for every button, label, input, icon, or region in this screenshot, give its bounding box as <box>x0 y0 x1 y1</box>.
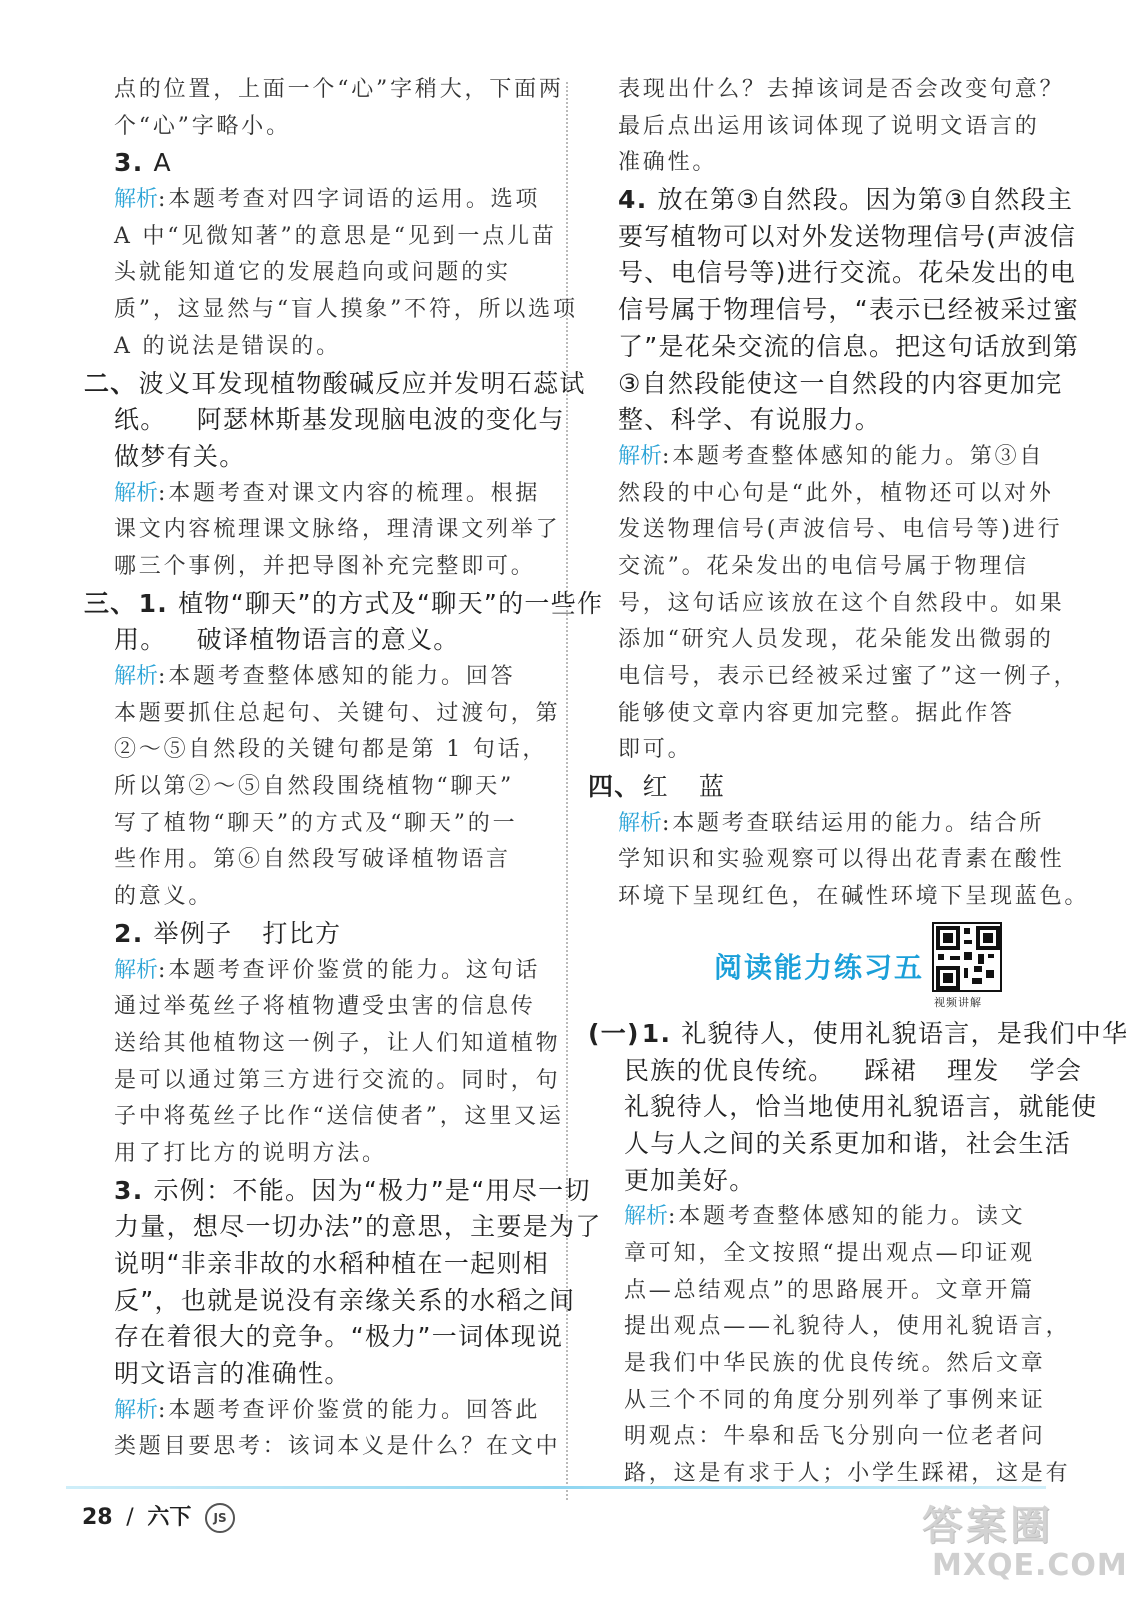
explanation-line <box>588 696 1070 733</box>
text-run: 准确性。 <box>618 150 718 176</box>
text-run: 用了打比方的说明方法。 <box>114 1140 387 1166</box>
explanation-line <box>84 1429 561 1466</box>
text-run: :本题考查整体感知的能力。回答 <box>158 664 516 689</box>
left-column <box>84 72 604 1466</box>
answer-line <box>588 1163 1070 1200</box>
explanation-line <box>84 696 561 733</box>
text-run: 号、电信号等)进行交流。花朵发出的电 <box>618 258 1077 288</box>
explanation-line <box>84 109 540 146</box>
text-run: 章可知，全文按照“提出观点—印证观 <box>624 1240 1035 1266</box>
question-number: 1. <box>641 1018 682 1048</box>
answer-line <box>84 1209 602 1246</box>
text-run: 放在第③自然段。因为第③自然段主 <box>657 185 1074 215</box>
explanation-line <box>588 1383 1070 1420</box>
text-run: 做梦有关。 <box>114 441 246 471</box>
text-run: 要写植物可以对外发送物理信号(声波信 <box>618 221 1077 251</box>
explanation-line <box>84 953 540 990</box>
text-run: ③自然段能使这一自然段的内容更加完 <box>618 368 1063 398</box>
explanation-line <box>84 476 540 513</box>
answer-line <box>588 182 1074 219</box>
explanation-line <box>588 145 1070 182</box>
explanation-line <box>588 109 1070 146</box>
grade-label: 六下 <box>147 1505 192 1530</box>
text-run: 通过举菟丝子将植物遭受虫害的信息传 <box>114 994 536 1020</box>
text-run: :本题考查整体感知的能力。第③自 <box>662 443 1045 469</box>
text-run: 交流”。花朵发出的电信号属于物理信 <box>618 553 1029 579</box>
explanation-line <box>84 879 540 916</box>
section-number: 四、 <box>588 772 641 802</box>
text-run: 阿瑟林斯基发现脑电波的变化与 <box>196 405 565 435</box>
explanation-line <box>84 219 557 256</box>
answer-line <box>84 1246 550 1283</box>
text-run: 发送物理信号(声波信号、电信号等)进行 <box>618 517 1063 543</box>
text-run: :本题考查联结运用的能力。结合所 <box>662 810 1045 836</box>
text-run: :本题考查对四字词语的运用。选项 <box>158 187 541 213</box>
right-column-top <box>588 72 1090 916</box>
text-run: 表现出什么？去掉该词是否会改变句意？ <box>618 77 1065 102</box>
text-run: 是我们中华民族的优良传统。然后文章 <box>624 1351 1046 1376</box>
explanation-line <box>588 1273 1070 1310</box>
text-run: 能够使文章内容更加完整。据此作答 <box>618 700 1015 726</box>
footer-rule <box>66 1486 1046 1489</box>
text-run: 添加“研究人员发现，花朵能发出微弱的 <box>618 627 1054 653</box>
text-run: 质”，这显然与“盲人摸象”不符，所以选项 <box>114 297 578 323</box>
explanation-line <box>588 1236 1070 1273</box>
answer-line <box>84 1173 591 1210</box>
text-run: 整、科学、有说服力。 <box>618 405 882 435</box>
text-run: ②～⑤自然段的关键句都是第 1 句话， <box>114 737 548 763</box>
text-run: 人与人之间的关系更加和谐，社会生活 <box>624 1128 1072 1158</box>
text-run: 个“心”字略小。 <box>114 113 291 139</box>
text-run: 哪三个事例，并把导图补充完整即可。 <box>114 553 536 579</box>
text-run: 举例子 <box>153 918 233 948</box>
text-run: 明观点：牛皋和岳飞分别向一位老者问 <box>624 1424 1046 1450</box>
explanation-line <box>588 732 1070 769</box>
text-run: 红 <box>642 772 669 802</box>
answer-line <box>84 402 565 439</box>
right-column <box>588 72 1128 1493</box>
text-run: 即可。 <box>618 737 693 763</box>
watermark-logo <box>918 1494 1128 1598</box>
text-run: 波义耳发现植物酸碱反应并发明石蕊试 <box>138 368 586 398</box>
answer-line <box>588 769 1070 806</box>
right-column-bottom <box>588 1016 1128 1493</box>
explanation-line <box>84 806 540 843</box>
answer-line <box>84 1356 540 1393</box>
text-run: :本题考查评价鉴赏的能力。这句话 <box>158 957 541 983</box>
answer-line <box>588 1089 1098 1126</box>
explanation-line <box>588 476 1070 513</box>
page-separator: / <box>126 1505 134 1530</box>
text-run: 蓝 <box>698 772 726 802</box>
explanation-line <box>84 549 540 586</box>
section-number: 三、 <box>84 588 137 618</box>
text-run: 了”是花朵交流的信息。把这句话放到第 <box>618 331 1080 361</box>
answer-line <box>588 219 1077 256</box>
text-run: 信号属于物理信号，“表示已经被采过蜜 <box>618 295 1080 325</box>
text-run: 从三个不同的角度分别列举了事例来证 <box>624 1387 1046 1413</box>
text-run: 最后点出运用该词体现了说明文语言的 <box>618 113 1040 139</box>
text-run: 环境下呈现红色，在碱性环境下呈现蓝色。 <box>618 884 1090 910</box>
text-run: 踩裙 <box>864 1055 918 1085</box>
text-run: 点的位置，上面一个“心”字稍大，下面两 <box>114 77 564 102</box>
explanation-line <box>84 659 540 696</box>
explanation-line <box>588 1346 1070 1383</box>
analysis-label: 解析 <box>618 810 663 836</box>
explanation-line <box>84 1099 564 1136</box>
explanation-line <box>588 659 1079 696</box>
explanation-line <box>84 989 540 1026</box>
text-run: 礼貌待人，恰当地使用礼貌语言，就能使 <box>624 1092 1098 1122</box>
text-run: 用。 <box>114 625 167 655</box>
analysis-label: 解析 <box>114 957 159 983</box>
answer-line <box>588 1053 1083 1090</box>
question-number: 1. <box>138 588 179 618</box>
explanation-line <box>588 439 1070 476</box>
analysis-label: 解析 <box>114 1397 159 1423</box>
explanation-line <box>84 1026 561 1063</box>
question-number: 2. <box>114 918 154 948</box>
text-run: 明文语言的准确性。 <box>114 1359 351 1389</box>
explanation-line <box>588 512 1070 549</box>
explanation-line <box>588 1419 1070 1456</box>
question-number: 3. <box>114 148 154 178</box>
watermark-text: 答案圈 <box>922 1503 1054 1549</box>
text-run: 路，这是有求于人；小学生踩裙，这是有 <box>624 1461 1071 1487</box>
text-run: 说明“非亲非故的水稻种植在一起则相 <box>114 1249 550 1278</box>
answer-line <box>84 366 586 403</box>
text-run: 示例：不能。因为“极力”是“用尽一切 <box>153 1175 591 1205</box>
explanation-line <box>588 1309 1070 1346</box>
answer-line <box>588 292 1080 329</box>
text-run: 破译植物语言的意义。 <box>196 625 460 655</box>
explanation-line <box>588 1199 1070 1236</box>
explanation-line <box>84 292 578 329</box>
explanation-line <box>84 732 548 769</box>
text-run: 类题目要思考：该词本义是什么？在文中 <box>114 1434 561 1460</box>
page-number: 28 <box>82 1505 113 1530</box>
explanation-line <box>588 72 1070 109</box>
explanation-line <box>588 586 1070 623</box>
answer-line <box>84 1319 564 1356</box>
text-run: 学知识和实验观察可以得出花青素在酸性 <box>618 847 1065 873</box>
text-run: 提出观点——礼貌待人，使用礼貌语言， <box>624 1314 1071 1340</box>
explanation-line <box>84 1063 561 1100</box>
text-run: 电信号，表示已经被采过蜜了”这一例子， <box>618 664 1079 689</box>
text-run: :本题考查整体感知的能力。读文 <box>668 1204 1026 1230</box>
text-run: 是可以通过第三方进行交流的。同时，句 <box>114 1067 561 1093</box>
answer-line <box>84 916 540 953</box>
explanation-line <box>84 1393 540 1430</box>
text-run: 头就能知道它的发展趋向或问题的实 <box>114 260 511 286</box>
answer-line <box>84 622 540 659</box>
text-run: 所以第②～⑤自然段围绕植物“聊天” <box>114 774 515 800</box>
explanation-line <box>84 329 540 366</box>
explanation-line <box>588 549 1070 586</box>
answer-line <box>84 439 540 476</box>
text-run: 本题要抓住总起句、关键句、过渡句，第 <box>114 700 561 726</box>
text-run: A 的说法是错误的。 <box>114 333 341 359</box>
answer-line <box>84 145 540 182</box>
question-number: 3. <box>114 1175 154 1205</box>
text-run: 力量，想尽一切办法”的意思，主要是为了 <box>114 1212 602 1242</box>
explanation-line <box>84 182 540 219</box>
js-badge-icon: JS <box>205 1503 235 1533</box>
analysis-label: 解析 <box>114 187 159 213</box>
text-run: 礼貌待人，使用礼貌语言，是我们中华 <box>681 1018 1128 1048</box>
page-footer <box>82 1500 235 1533</box>
explanation-line <box>84 512 561 549</box>
text-run: 送给其他植物这一例子，让人们知道植物 <box>114 1030 561 1056</box>
explanation-line <box>84 255 540 292</box>
text-run: 然段的中心句是“此外，植物还可以对外 <box>618 480 1054 506</box>
explanation-line <box>84 72 564 109</box>
qr-code-icon[interactable] <box>932 922 1002 992</box>
text-run: 课文内容梳理课文脉络，理清课文列举了 <box>114 517 561 543</box>
explanation-line <box>588 842 1070 879</box>
section-header <box>588 916 1070 1016</box>
question-number: 4. <box>618 185 658 215</box>
analysis-label: 解析 <box>618 443 663 469</box>
text-run: 些作用。第⑥自然段写破译植物语言 <box>114 847 511 873</box>
explanation-line <box>84 769 540 806</box>
text-run: 反”，也就是说没有亲缘关系的水稻之间 <box>114 1285 576 1315</box>
section-number: 二、 <box>84 368 137 398</box>
explanation-line <box>588 622 1070 659</box>
analysis-label: 解析 <box>624 1204 669 1230</box>
watermark-url: MXQE.COM <box>932 1548 1128 1583</box>
text-run: 的意义。 <box>114 884 214 910</box>
answer-line <box>588 1126 1070 1163</box>
answer-line <box>588 366 1070 403</box>
answer-line <box>84 1283 576 1320</box>
text-run: A 中“见微知著”的意思是“见到一点儿苗 <box>114 223 557 249</box>
text-run: 打比方 <box>262 918 342 948</box>
text-run: 更加美好。 <box>624 1165 756 1195</box>
answer-line <box>588 329 1080 366</box>
text-run: 理发 <box>947 1055 1000 1085</box>
answer-line <box>588 1016 1128 1053</box>
answer-line <box>588 402 1070 439</box>
section-number: (一) <box>588 1018 640 1048</box>
text-run: :本题考查评价鉴赏的能力。回答此 <box>158 1397 541 1423</box>
answer-line <box>84 586 604 623</box>
text-run: 点—总结观点”的思路展开。文章开篇 <box>624 1277 1035 1303</box>
text-run: A <box>153 148 172 178</box>
text-run: 号，这句话应该放在这个自然段中。如果 <box>618 590 1065 616</box>
qr-caption: 视频讲解 <box>934 995 982 1009</box>
text-run: 纸。 <box>114 405 167 435</box>
text-run: 存在着很大的竞争。“极力”一词体现说 <box>114 1322 564 1352</box>
explanation-line <box>588 879 1090 916</box>
analysis-label: 解析 <box>114 664 159 689</box>
text-run: 写了植物“聊天”的方式及“聊天”的一 <box>114 810 518 836</box>
analysis-label: 解析 <box>114 480 159 506</box>
explanation-line <box>84 1136 540 1173</box>
text-run: 植物“聊天”的方式及“聊天”的一些作 <box>178 588 604 618</box>
explanation-line <box>84 842 540 879</box>
text-run: 子中将菟丝子比作“送信使者”，这里又运 <box>114 1104 564 1130</box>
explanation-line <box>588 806 1070 843</box>
section-title: 阅读能力练习五 <box>714 950 925 984</box>
text-run: 民族的优良传统。 <box>624 1055 835 1085</box>
text-run: 学会 <box>1029 1055 1083 1085</box>
text-run: :本题考查对课文内容的梳理。根据 <box>158 480 541 506</box>
answer-line <box>588 255 1077 292</box>
